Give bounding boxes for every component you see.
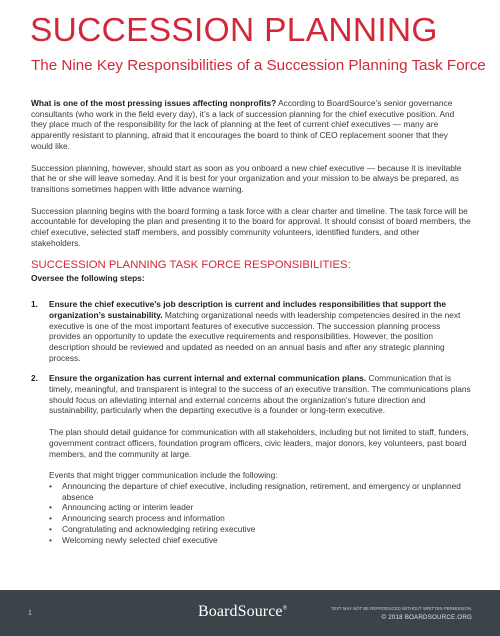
step-body: Matching organizational needs with leadership competencies desired in the next executive is one of the most important features of executive succession. The succession planning process provides an opportunity to update the executive requirements and responsibilities. However, the position description should be reviewed and updated as needed on an annual basis and after any strategic planning process. <box>49 309 461 363</box>
bullet-icon: • <box>49 502 52 513</box>
reproduction-disclaimer: TEXT MAY NOT BE REPRODUCED WITHOUT WRITTEN PERMISSION. <box>330 606 472 611</box>
page-title: SUCCESSION PLANNING <box>30 12 438 49</box>
intro-lead: What is one of the most pressing issues affecting nonprofits? <box>31 98 277 108</box>
page-subtitle: The Nine Key Responsibilities of a Succession Planning Task Force <box>31 57 486 74</box>
step-text <box>49 299 471 363</box>
step-1 <box>31 299 471 363</box>
step-number: 2. <box>31 373 38 384</box>
bullet-icon: • <box>49 480 52 491</box>
intro-paragraph <box>31 98 471 152</box>
paragraph-3: Succession planning begins with the board forming a task force with a clear charter and timeline. The task force will be accountable for developing the plan and presenting it to the board for approval. It should consist of board members, the chief executive, selected staff members, and possibly community volunteers, identified funders, and other stakeholders. <box>31 205 471 248</box>
list-item: • Welcoming newly selected chief executive <box>49 534 218 545</box>
copyright-notice: © 2018 BOARDSOURCE.ORG <box>381 614 472 621</box>
bullet-icon: • <box>49 523 52 534</box>
step-bold: Ensure the organization has current internal and external communication plans. <box>49 373 367 384</box>
page-number: 1 <box>28 610 32 617</box>
list-item: • Announcing search process and information <box>49 513 225 524</box>
trigger-events-list <box>49 481 471 545</box>
step-2 <box>31 373 471 545</box>
intro-rest: According to BoardSource’s senior governance consultants (who work in the field every day), it’s a lack of succession planning for the chief executive position. And they place much of the responsibility for the lack of planning at the feet of current chief executives — many are apparently resistant to planning, afraid that it encourages the board to think of CEO replacement sooner that they would like. <box>31 98 455 151</box>
steps-list <box>31 299 471 545</box>
step-paragraph: The plan should detail guidance for communication with all stakeholders, including but not limited to staff, funders, government contract officers, foundation program officers, civic leaders, major donors, key volunteers, past board members, and the community at large. <box>49 427 469 459</box>
step-body: Communication that is timely, meaningful, and transparent is integral to the success of an executive transition. The communications plans should focus on alleviating internal and external concerns about the organization’s future direction and sustainability, particularly when the departing executive is a founder or long-term executive. <box>49 373 471 416</box>
step-text <box>49 373 471 416</box>
list-item: • Announcing acting or interim leader <box>49 502 194 513</box>
paragraph-2: Succession planning, however, should start as soon as you onboard a new chief executive — because it is inevitable that he or she will leave someday. And it is best for your organization and your mission to be always be prepared, as transitions sometimes happen with little advance warning. <box>31 162 462 194</box>
list-item: • Announcing the departure of chief executive, including resignation, retirement, and emergency or unplanned absence <box>49 480 461 502</box>
registered-mark: ® <box>282 605 288 612</box>
body-content <box>31 98 471 545</box>
list-item: • Congratulating and acknowledging retiring executive <box>49 523 256 534</box>
boardsource-logo: BoardSource® <box>198 603 288 620</box>
step-bold: Ensure the chief executive’s job description is current and includes responsibilities that support the organization’s sustainability. <box>49 299 447 320</box>
bullet-icon: • <box>49 534 52 545</box>
step-number: 1. <box>31 299 38 310</box>
oversee-label: Oversee the following steps: <box>31 273 145 284</box>
step-paragraph: Events that might trigger communication include the following: <box>49 470 278 481</box>
page-footer <box>0 590 500 636</box>
bullet-icon: • <box>49 513 52 524</box>
section-heading: SUCCESSION PLANNING TASK FORCE RESPONSIBILITIES: <box>31 259 351 272</box>
